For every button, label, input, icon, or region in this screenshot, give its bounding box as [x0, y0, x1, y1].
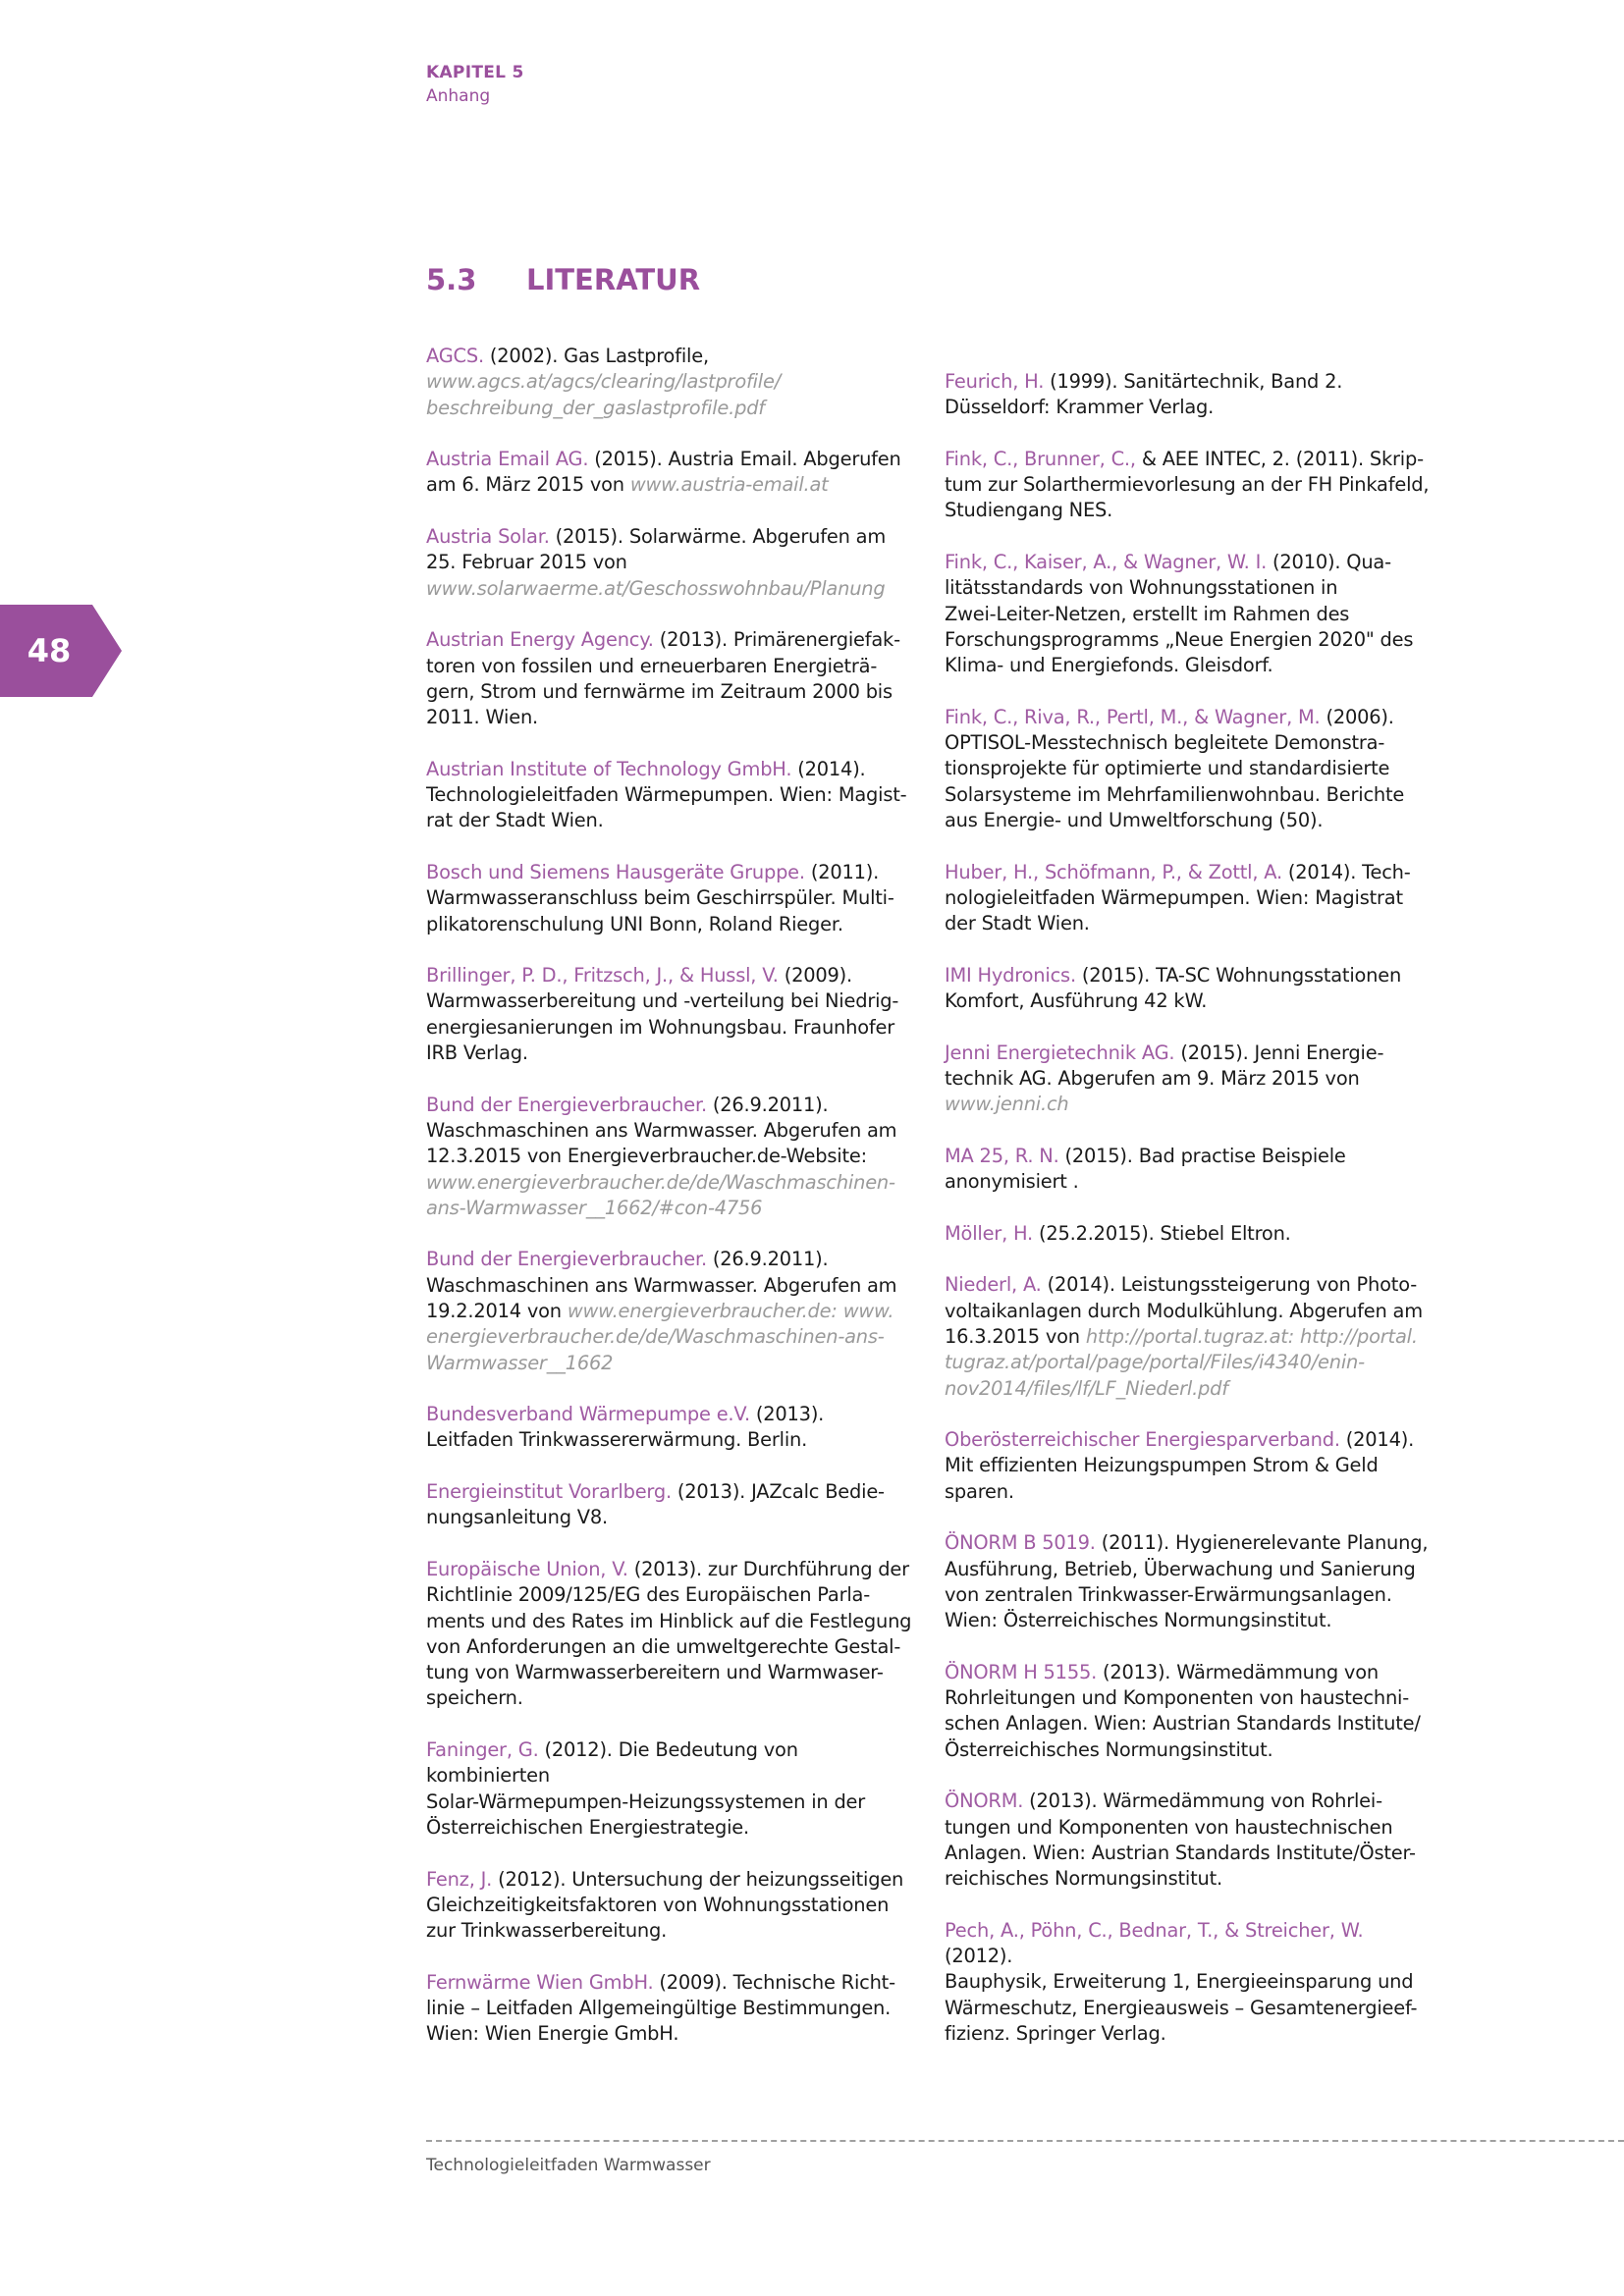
reference-entry [945, 705, 1435, 833]
reference-text: (2013). Wärmedämmung von Rohrlei- [1023, 1789, 1382, 1813]
reference-url: energieverbraucher.de/de/Waschmaschinen-ans- [426, 1325, 885, 1349]
reference-author: Bund der Energieverbraucher. [426, 1093, 707, 1116]
reference-text: Warmwasserbereitung und -verteilung bei Niedrig- [426, 989, 899, 1013]
reference-author: AGCS. [426, 345, 484, 367]
reference-text: (1999). Sanitärtechnik, Band 2. [1044, 370, 1343, 393]
reference-text: plikatorenschulung UNI Bonn, Roland Rieger. [426, 912, 843, 935]
reference-text: (2014). [791, 757, 866, 780]
reference-text: nologieleitfaden Wärmepumpen. Wien: Magistrat [945, 885, 1403, 909]
reference-text: (2013). [749, 1403, 825, 1426]
reference-entry [426, 1557, 917, 1712]
reference-text: Bauphysik, Erweiterung 1, Energieeinsparung und [945, 1970, 1414, 1994]
reference-text: (2013). Wärmedämmung von [1097, 1660, 1379, 1683]
reference-text: linie – Leitfaden Allgemeingültige Bestimmungen. [426, 1997, 892, 2019]
section-heading [426, 263, 700, 296]
reference-entry [426, 447, 917, 499]
reference-entry [945, 1530, 1435, 1633]
reference-text: (2013). JAZcalc Bedie- [671, 1480, 885, 1504]
reference-url: www.jenni.ch [945, 1093, 1069, 1116]
reference-entry [426, 1970, 917, 2048]
reference-entry [945, 1660, 1435, 1763]
reference-text: litätsstandards von Wohnungsstationen in [945, 576, 1338, 600]
reference-text: Komfort, Ausführung 42 kW. [945, 989, 1208, 1013]
references-left-column [426, 344, 917, 2073]
reference-text: Solar-Wärmepumpen-Heizungssystemen in der [426, 1789, 866, 1813]
reference-text: (2011). [804, 860, 880, 883]
reference-entry [945, 1789, 1435, 1892]
reference-text: (2002). Gas Lastprofile, [483, 345, 709, 367]
reference-author: Feurich, H. [945, 370, 1045, 393]
reference-url: www.energieverbraucher.de/de/Waschmaschinen- [426, 1170, 895, 1194]
reference-text: Technologieleitfaden Wärmepumpen. Wien: Magist- [426, 783, 907, 807]
reference-author: Faninger, G. [426, 1738, 539, 1762]
reference-entry [426, 627, 917, 730]
reference-text: Solarsysteme im Mehrfamilienwohnbau. Berichte [945, 782, 1405, 806]
reference-text: (2012). Die Bedeutung von kombinierten [426, 1738, 798, 1788]
reference-url: http://portal.tugraz.at: http://portal. [1085, 1324, 1418, 1348]
reference-text: IRB Verlag. [426, 1041, 528, 1065]
reference-author: Austria Email AG. [426, 448, 589, 471]
reference-entry [945, 369, 1435, 421]
reference-entry [426, 1867, 917, 1945]
reference-text: 12.3.2015 von Energieverbraucher.de-Website: [426, 1145, 867, 1168]
chapter-subtitle: Anhang [426, 86, 491, 106]
footer-divider [426, 2140, 1624, 2142]
reference-text: anonymisiert . [945, 1170, 1079, 1194]
reference-text: (2006). [1320, 705, 1394, 728]
reference-entry [945, 1272, 1435, 1401]
reference-text: tionsprojekte für optimierte und standardisierte [945, 757, 1390, 780]
reference-entry [426, 1402, 917, 1454]
reference-text: Rohrleitungen und Komponenten von haustechni- [945, 1686, 1410, 1710]
reference-author: ÖNORM H 5155. [945, 1660, 1098, 1683]
reference-author: Fink, C., Kaiser, A., & Wagner, W. I. [945, 551, 1268, 574]
reference-author: ÖNORM B 5019. [945, 1531, 1096, 1555]
reference-author: Niederl, A. [945, 1273, 1042, 1297]
reference-text: energiesanierungen im Wohnungsbau. Fraunhofer [426, 1015, 895, 1039]
reference-text: (2010). Qua- [1267, 551, 1391, 574]
reference-text: rat der Stadt Wien. [426, 809, 604, 832]
reference-text: (2015). Bad practise Beispiele [1058, 1144, 1346, 1167]
reference-url: www.energieverbraucher.de: www. [567, 1299, 894, 1322]
reference-text: (2013). zur Durchführung der [627, 1557, 909, 1580]
reference-text: speichern. [426, 1686, 523, 1710]
reference-author: Bundesverband Wärmepumpe e.V. [426, 1403, 750, 1426]
reference-entry [426, 860, 917, 937]
reference-text: reichisches Normungsinstitut. [945, 1867, 1222, 1891]
reference-text: Klima- und Energiefonds. Gleisdorf. [945, 654, 1273, 677]
reference-entry [945, 1221, 1435, 1247]
reference-author: Energieinstitut Vorarlberg. [426, 1480, 672, 1504]
reference-text: (2014). Tech- [1281, 860, 1411, 883]
reference-author: Huber, H., Schöfmann, P., & Zottl, A. [945, 860, 1282, 883]
reference-text: (2015). Austria Email. Abgerufen [588, 448, 901, 471]
reference-text: ments und des Rates im Hinblick auf die Festlegung [426, 1609, 912, 1632]
reference-entry [426, 1247, 917, 1375]
reference-url: nov2014/files/lf/LF_Niederl.pdf [945, 1376, 1228, 1400]
reference-entry [426, 1093, 917, 1221]
reference-entry [945, 1144, 1435, 1196]
reference-text: 2011. Wien. [426, 706, 538, 729]
reference-text: Österreichisches Normungsinstitut. [945, 1737, 1273, 1761]
reference-text: (2015). Solarwärme. Abgerufen am [549, 525, 887, 549]
reference-text: (2009). Technische Richt- [653, 1970, 895, 1994]
reference-author: Jenni Energietechnik AG. [945, 1041, 1175, 1064]
page-number-tab [0, 605, 122, 697]
reference-url: beschreibung_der_gaslastprofile.pdf [426, 396, 765, 419]
reference-text: (2011). Hygienerelevante Planung, [1095, 1531, 1429, 1555]
reference-author: ÖNORM. [945, 1789, 1024, 1813]
reference-text: Wien: Wien Energie GmbH. [426, 2022, 679, 2046]
reference-text: der Stadt Wien. [945, 912, 1090, 935]
reference-author: Europäische Union, V. [426, 1557, 628, 1580]
reference-author: Brillinger, P. D., Fritzsch, J., & Hussl, V. [426, 964, 779, 988]
reference-entry [945, 550, 1435, 678]
reference-text: (26.9.2011). [706, 1093, 829, 1116]
reference-text: (2009). [778, 964, 852, 988]
reference-author: Pech, A., Pöhn, C., Bednar, T., & Streicher, W. [945, 1918, 1364, 1942]
reference-text: 19.2.2014 von [426, 1299, 568, 1322]
chapter-label: KAPITEL 5 [426, 63, 524, 82]
section-number: 5.3 [426, 263, 477, 296]
reference-text: sparen. [945, 1479, 1014, 1503]
section-title: LITERATUR [526, 263, 701, 296]
reference-text: gern, Strom und fernwärme im Zeitraum 2000 bis [426, 679, 893, 703]
reference-entry [945, 860, 1435, 937]
reference-text: Zwei-Leiter-Netzen, erstellt im Rahmen des [945, 602, 1350, 625]
running-header [426, 63, 524, 106]
reference-text: Gleichzeitigkeitsfaktoren von Wohnungsstationen [426, 1893, 890, 1916]
reference-entry [426, 963, 917, 1066]
reference-text: Waschmaschinen ans Warmwasser. Abgerufen am [426, 1273, 897, 1297]
reference-text: Richtlinie 2009/125/EG des Europäischen Parla- [426, 1583, 871, 1607]
reference-text: (2012). Untersuchung der heizungsseitigen [492, 1867, 904, 1891]
reference-entry [426, 344, 917, 421]
references-right-column [945, 369, 1435, 2073]
reference-text: (2013). Primärenergiefak- [653, 628, 900, 652]
reference-author: Austrian Energy Agency. [426, 628, 654, 652]
reference-text: toren von fossilen und erneuerbaren Energieträ- [426, 654, 878, 677]
reference-text: von zentralen Trinkwasser-Erwärmungsanlagen. [945, 1582, 1392, 1606]
page-number: 48 [27, 632, 72, 669]
reference-entry [945, 963, 1435, 1015]
reference-text: Leitfaden Trinkwassererwärmung. Berlin. [426, 1428, 808, 1452]
reference-entry [945, 1427, 1435, 1505]
reference-url: Warmwasser__1662 [426, 1351, 614, 1374]
reference-text: 16.3.2015 von [945, 1324, 1086, 1348]
reference-author: Fink, C., Riva, R., Pertl, M., & Wagner, M. [945, 705, 1321, 728]
reference-url: ans-Warmwasser__1662/#con-4756 [426, 1196, 763, 1219]
reference-text: (2015). TA-SC Wohnungsstationen [1075, 963, 1402, 987]
reference-author: Fink, C., Brunner, C., [945, 447, 1136, 470]
reference-author: Möller, H. [945, 1221, 1034, 1245]
reference-text: & AEE INTEC, 2. (2011). Skrip- [1135, 447, 1424, 470]
reference-author: IMI Hydronics. [945, 963, 1076, 987]
reference-text: tung von Warmwasserbereitern und Warmwaser- [426, 1661, 884, 1684]
reference-text: am 6. März 2015 von [426, 473, 630, 497]
reference-entry [426, 757, 917, 834]
reference-author: Bund der Energieverbraucher. [426, 1248, 707, 1271]
reference-text: Wien: Österreichisches Normungsinstitut. [945, 1609, 1332, 1632]
reference-text: tum zur Solarthermievorlesung an der FH Pinkafeld, [945, 473, 1430, 497]
footer-title: Technologieleitfaden Warmwasser [426, 2156, 711, 2175]
reference-entry [945, 1918, 1435, 2047]
reference-text: Mit effizienten Heizungspumpen Strom & Geld [945, 1454, 1379, 1477]
reference-text: zur Trinkwasserbereitung. [426, 1919, 668, 1943]
reference-author: Oberösterreichischer Energiesparverband. [945, 1428, 1340, 1452]
reference-text: Waschmaschinen ans Warmwasser. Abgerufen am [426, 1118, 897, 1142]
reference-text: Anlagen. Wien: Austrian Standards Institute/Öster- [945, 1841, 1416, 1864]
reference-author: Austrian Institute of Technology GmbH. [426, 757, 792, 780]
reference-author: MA 25, R. N. [945, 1144, 1059, 1167]
reference-text: (25.2.2015). Stiebel Eltron. [1033, 1221, 1291, 1245]
reference-text: (26.9.2011). [706, 1248, 829, 1271]
reference-author: Austria Solar. [426, 525, 550, 549]
reference-text: Wärmeschutz, Energieausweis – Gesamtenergieef- [945, 1996, 1418, 2019]
reference-text: schen Anlagen. Wien: Austrian Standards Institute/ [945, 1712, 1421, 1735]
reference-text: tungen und Komponenten von haustechnischen [945, 1815, 1393, 1839]
reference-text: (2012). [945, 1945, 1013, 1968]
reference-url: tugraz.at/portal/page/portal/Files/i4340/enin- [945, 1351, 1365, 1374]
reference-url: www.agcs.at/agcs/clearing/lastprofile/ [426, 370, 782, 394]
reference-text: Ausführung, Betrieb, Überwachung und Sanierung [945, 1557, 1416, 1580]
reference-text: 25. Februar 2015 von [426, 551, 627, 574]
reference-entry [945, 447, 1435, 524]
reference-text: fizienz. Springer Verlag. [945, 2022, 1166, 2045]
reference-text: Warmwasseranschluss beim Geschirrspüler. Multi- [426, 886, 894, 910]
reference-text: Österreichischen Energiestrategie. [426, 1815, 749, 1839]
reference-author: Fernwärme Wien GmbH. [426, 1970, 654, 1994]
reference-entry [426, 524, 917, 602]
reference-text: voltaikanlagen durch Modulkühlung. Abgerufen am [945, 1299, 1423, 1322]
reference-text: aus Energie- und Umweltforschung (50). [945, 809, 1324, 832]
reference-text: Düsseldorf: Krammer Verlag. [945, 396, 1215, 419]
reference-url: www.austria-email.at [629, 473, 829, 497]
reference-text: (2014). [1339, 1428, 1415, 1452]
reference-author: Bosch und Siemens Hausgeräte Gruppe. [426, 860, 805, 883]
reference-text: von Anforderungen an die umweltgerechte Gestal- [426, 1634, 901, 1658]
reference-text: Studiengang NES. [945, 499, 1113, 522]
reference-text: nungsanleitung V8. [426, 1506, 608, 1529]
reference-text: Forschungsprogramms „Neue Energien 2020" des [945, 627, 1414, 651]
reference-entry [945, 1041, 1435, 1118]
reference-url: www.solarwaerme.at/Geschosswohnbau/Planung [426, 576, 886, 600]
reference-entry [426, 1479, 917, 1531]
reference-entry [426, 1737, 917, 1841]
reference-text: technik AG. Abgerufen am 9. März 2015 von [945, 1067, 1360, 1091]
reference-text: (2014). Leistungssteigerung von Photo- [1041, 1273, 1418, 1297]
reference-text: (2015). Jenni Energie- [1174, 1041, 1384, 1064]
reference-author: Fenz, J. [426, 1867, 493, 1891]
reference-text: OPTISOL-Messtechnisch begleitete Demonstra- [945, 731, 1385, 755]
